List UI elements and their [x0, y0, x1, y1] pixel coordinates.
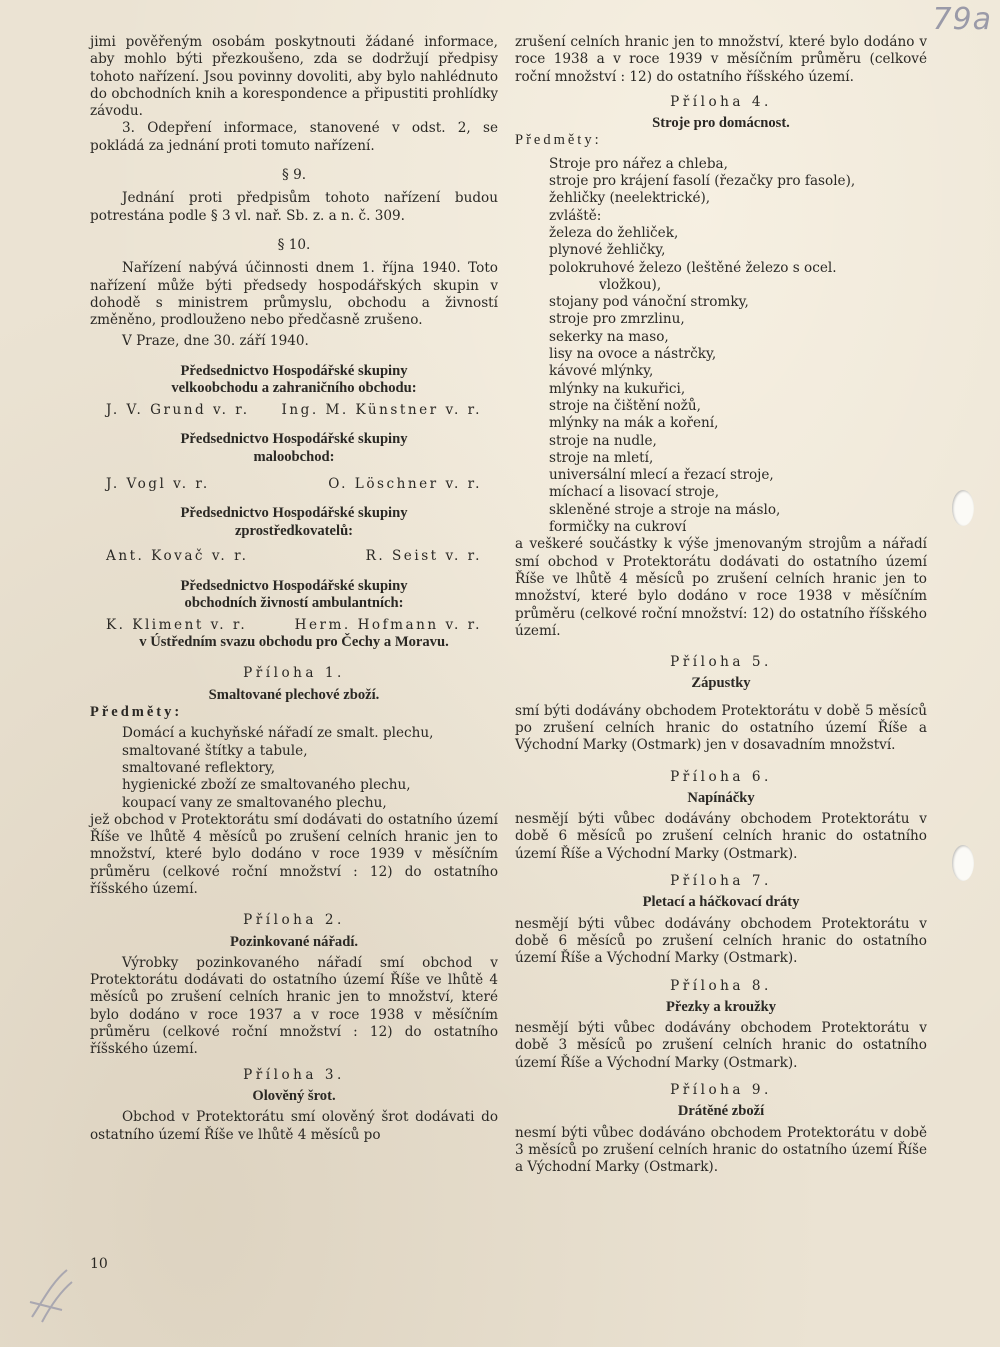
- paragraph: a veškeré součástky k výše jmenovaným strojům a nářadí smí obchod v Protektorátu dodávati do ostatního území Říše ve lhůtě 4 měsíců po zrušení celních hranic jen to množství, které bylo dodáno v roce 1938 v měsíčním průměru (celkové roční množství: 12) do ostatního říšského území.: [515, 536, 927, 639]
- board-heading: [90, 431, 498, 466]
- list-item: stroje na nudle,: [549, 432, 657, 449]
- list-item: stroje na čištění nožů,: [549, 397, 701, 414]
- paragraph: Nařízení nabývá účinnosti dnem 1. října 1940. Toto nařízení může býti předsedy hospodářských skupin v dohodě s ministrem průmyslu, obchodu a živností změněno, prodlouženo nebo předčasně zrušeno.: [90, 260, 498, 329]
- annex-title: Olověný šrot.: [252, 1087, 336, 1104]
- list-item: stroje na mletí,: [549, 449, 654, 466]
- board-line: maloobchod:: [253, 448, 335, 465]
- board-heading: [90, 505, 498, 540]
- signature-row: [90, 617, 498, 634]
- annex-label: Příloha 8.: [670, 977, 772, 994]
- annex-title: Přezky a kroužky: [666, 998, 776, 1015]
- subjects-label: Předměty:: [90, 704, 183, 721]
- annex-title: Napínáčky: [687, 789, 755, 806]
- list-item: stroje pro zmrzlinu,: [549, 311, 685, 328]
- signature: J. Vogl v. r.: [106, 476, 210, 493]
- paragraph: jimi pověřeným osobám poskytnouti žádané informace, aby mohlo býti přezkoušeno, zda se dodržují předpisy tohoto nařízení. Jsou povinny dovoliti, aby bylo nahlédnuto do obchodních knih a korespondence a připustiti prohlídky závodu.: [90, 34, 498, 120]
- board-line: Předsednictvo Hospodářské skupiny: [180, 505, 408, 522]
- paragraph: nesmějí býti vůbec dodávány obchodem Protektorátu v době 6 měsíců po zrušení celních hranic do ostatního území Říše a Východní Marky (Ostmark).: [515, 811, 927, 862]
- board-heading: [90, 363, 498, 398]
- annex-title: Smaltované plechové zboží.: [208, 686, 380, 703]
- board-line: velkoobchodu a zahraničního obchodu:: [171, 380, 417, 397]
- paragraph: smí býti dodávány obchodem Protektorátu v době 5 měsíců po zrušení celních hranic do ostatního území Říše a Východní Marky (Ostmark) jen v dosavadním množství.: [515, 702, 927, 754]
- annex-label: Příloha 5.: [670, 654, 772, 671]
- list-item: kávové mlýnky,: [549, 363, 654, 380]
- annex-title: Pletací a háčkovací dráty: [642, 894, 800, 911]
- punch-hole: [952, 845, 974, 881]
- pencil-mark-icon: [22, 1262, 82, 1332]
- list-item: plynové žehličky,: [549, 242, 666, 259]
- list-item: hygienické zboží ze smaltovaného plechu,: [122, 777, 411, 794]
- list-item: universální mlecí a řezací stroje,: [549, 467, 774, 484]
- list-item: zvláště:: [549, 207, 602, 224]
- paragraph: zrušení celních hranic jen to množství, které bylo dodáno v roce 1938 a v roce 1939 v měsíčním průměru (celkové roční množství : 12) do ostatního říšského území.: [515, 34, 927, 85]
- board-heading: [90, 578, 498, 613]
- paragraph: 3. Odepření informace, stanovené v odst. 2, se pokládá za jednání proti tomuto nařízení.: [90, 120, 498, 154]
- signature: O. Löschner v. r.: [328, 476, 482, 493]
- annex-label: Příloha 9.: [670, 1082, 772, 1099]
- list-item: polokruhové železo (leštěné železo s ocel.: [549, 259, 837, 276]
- list-item: mlýnky na kukuřici,: [549, 380, 686, 397]
- list-item: lisy na ovoce a nástrčky,: [549, 346, 717, 363]
- section-heading: § 9.: [281, 167, 307, 184]
- list-item: formičky na cukroví: [549, 519, 687, 536]
- annex-title: Stroje pro domácnost.: [652, 115, 790, 132]
- annex-title: Zápustky: [691, 675, 751, 692]
- signature-row: [90, 548, 498, 565]
- list-item: stroje pro krájení fasolí (řezačky pro fasole),: [549, 173, 856, 190]
- item-list: [515, 156, 927, 537]
- annex-label: Příloha 7.: [670, 873, 772, 890]
- annex-title: Drátěné zboží: [677, 1103, 765, 1120]
- paragraph: nesmějí býti vůbec dodávány obchodem Protektorátu v době 3 měsíců po zrušení celních hranic do ostatního území Říše a Východní Marky (Ostmark).: [515, 1020, 927, 1071]
- list-item: žehličky (neelektrické),: [549, 190, 711, 207]
- page-number: 10: [90, 1256, 108, 1272]
- board-line: obchodních živností ambulantních:: [184, 595, 404, 612]
- board-line: zprostředkovatelů:: [234, 522, 354, 539]
- paragraph: nesmějí býti vůbec dodávány obchodem Protektorátu v době 6 měsíců po zrušení celních hranic do ostatního území Říše a Východní Marky (Ostmark).: [515, 915, 927, 967]
- annex-label: Příloha 2.: [243, 912, 345, 929]
- annex-label: Příloha 3.: [243, 1066, 345, 1083]
- list-item: Stroje pro nářez a chleba,: [549, 155, 728, 172]
- list-item: mlýnky na mák a koření,: [549, 415, 719, 432]
- punch-hole: [952, 490, 974, 526]
- board-line: Předsednictvo Hospodářské skupiny: [180, 577, 408, 594]
- handwritten-page-number: 79a: [932, 2, 992, 37]
- list-item: železa do žehliček,: [549, 224, 679, 241]
- signature: R. Seist v. r.: [365, 548, 482, 565]
- paragraph: Výrobky pozinkovaného nářadí smí obchod v Protektorátu dodávati do ostatního území Říše ve lhůtě 4 měsíců po zrušení celních hranic jen to množství, které bylo dodáno v roce 1937 a v roce 1938 v měsíčním průměru (celkové roční množství : 12) do ostatního říšského území.: [90, 954, 498, 1058]
- annex-label: Příloha 6.: [670, 768, 772, 785]
- paragraph: jež obchod v Protektorátu smí dodávati do ostatního území Říše ve lhůtě 4 měsíců po zrušení celních hranic jen to množství, které bylo dodáno v roce 1939 v měsíčním průměru (celkové roční množství : 12) do ostatního říšského území.: [90, 811, 498, 897]
- right-column: [515, 34, 927, 1177]
- annex-title: Pozinkované nářadí.: [229, 933, 359, 950]
- list-item: koupací vany ze smaltovaného plechu,: [122, 794, 387, 811]
- annex-label: Příloha 4.: [670, 93, 772, 110]
- section-heading: § 10.: [277, 236, 311, 253]
- annex-label: Příloha 1.: [243, 665, 345, 682]
- list-item: vložkou),: [599, 276, 662, 293]
- subjects-label: Předměty:: [515, 132, 602, 149]
- signature-row: [90, 402, 498, 419]
- signature: J. V. Grund v. r.: [106, 401, 250, 418]
- signature-row: [90, 476, 498, 493]
- board-line: Předsednictvo Hospodářské skupiny: [180, 431, 408, 448]
- left-column: [90, 34, 498, 1144]
- paragraph: nesmí býti vůbec dodáváno obchodem Protektorátu v době 3 měsíců po zrušení celních hranic do ostatního území Říše a Východní Marky (Ostmark).: [515, 1124, 927, 1176]
- signature: Ant. Kovač v. r.: [106, 548, 249, 565]
- signature: Ing. M. Künstner v. r.: [281, 401, 482, 418]
- date-line: V Praze, dne 30. září 1940.: [122, 333, 309, 350]
- paragraph: Obchod v Protektorátu smí olověný šrot dodávati do ostatního území Říše ve lhůtě 4 měsíců po: [90, 1109, 498, 1143]
- list-item: míchací a lisovací stroje,: [549, 484, 720, 501]
- list-item: skleněné stroje a stroje na máslo,: [549, 501, 781, 518]
- list-item: smaltované štítky a tabule,: [122, 742, 308, 759]
- item-list: [90, 725, 498, 811]
- signature: K. Kliment v. r.: [106, 616, 248, 633]
- paragraph: Jednání proti předpisům tohoto nařízení budou potrestána podle § 3 vl. nař. Sb. z. a n. č. 309.: [90, 190, 498, 224]
- list-item: stojany pod vánoční stromky,: [549, 294, 749, 311]
- signature: Herm. Hofmann v. r.: [294, 616, 482, 633]
- union-line: v Ústředním svazu obchodu pro Čechy a Moravu.: [139, 633, 449, 650]
- board-line: Předsednictvo Hospodářské skupiny: [180, 362, 408, 379]
- list-item: smaltované reflektory,: [122, 759, 276, 776]
- list-item: Domácí a kuchyňské nářadí ze smalt. plechu,: [122, 725, 434, 742]
- list-item: sekerky na maso,: [549, 328, 669, 345]
